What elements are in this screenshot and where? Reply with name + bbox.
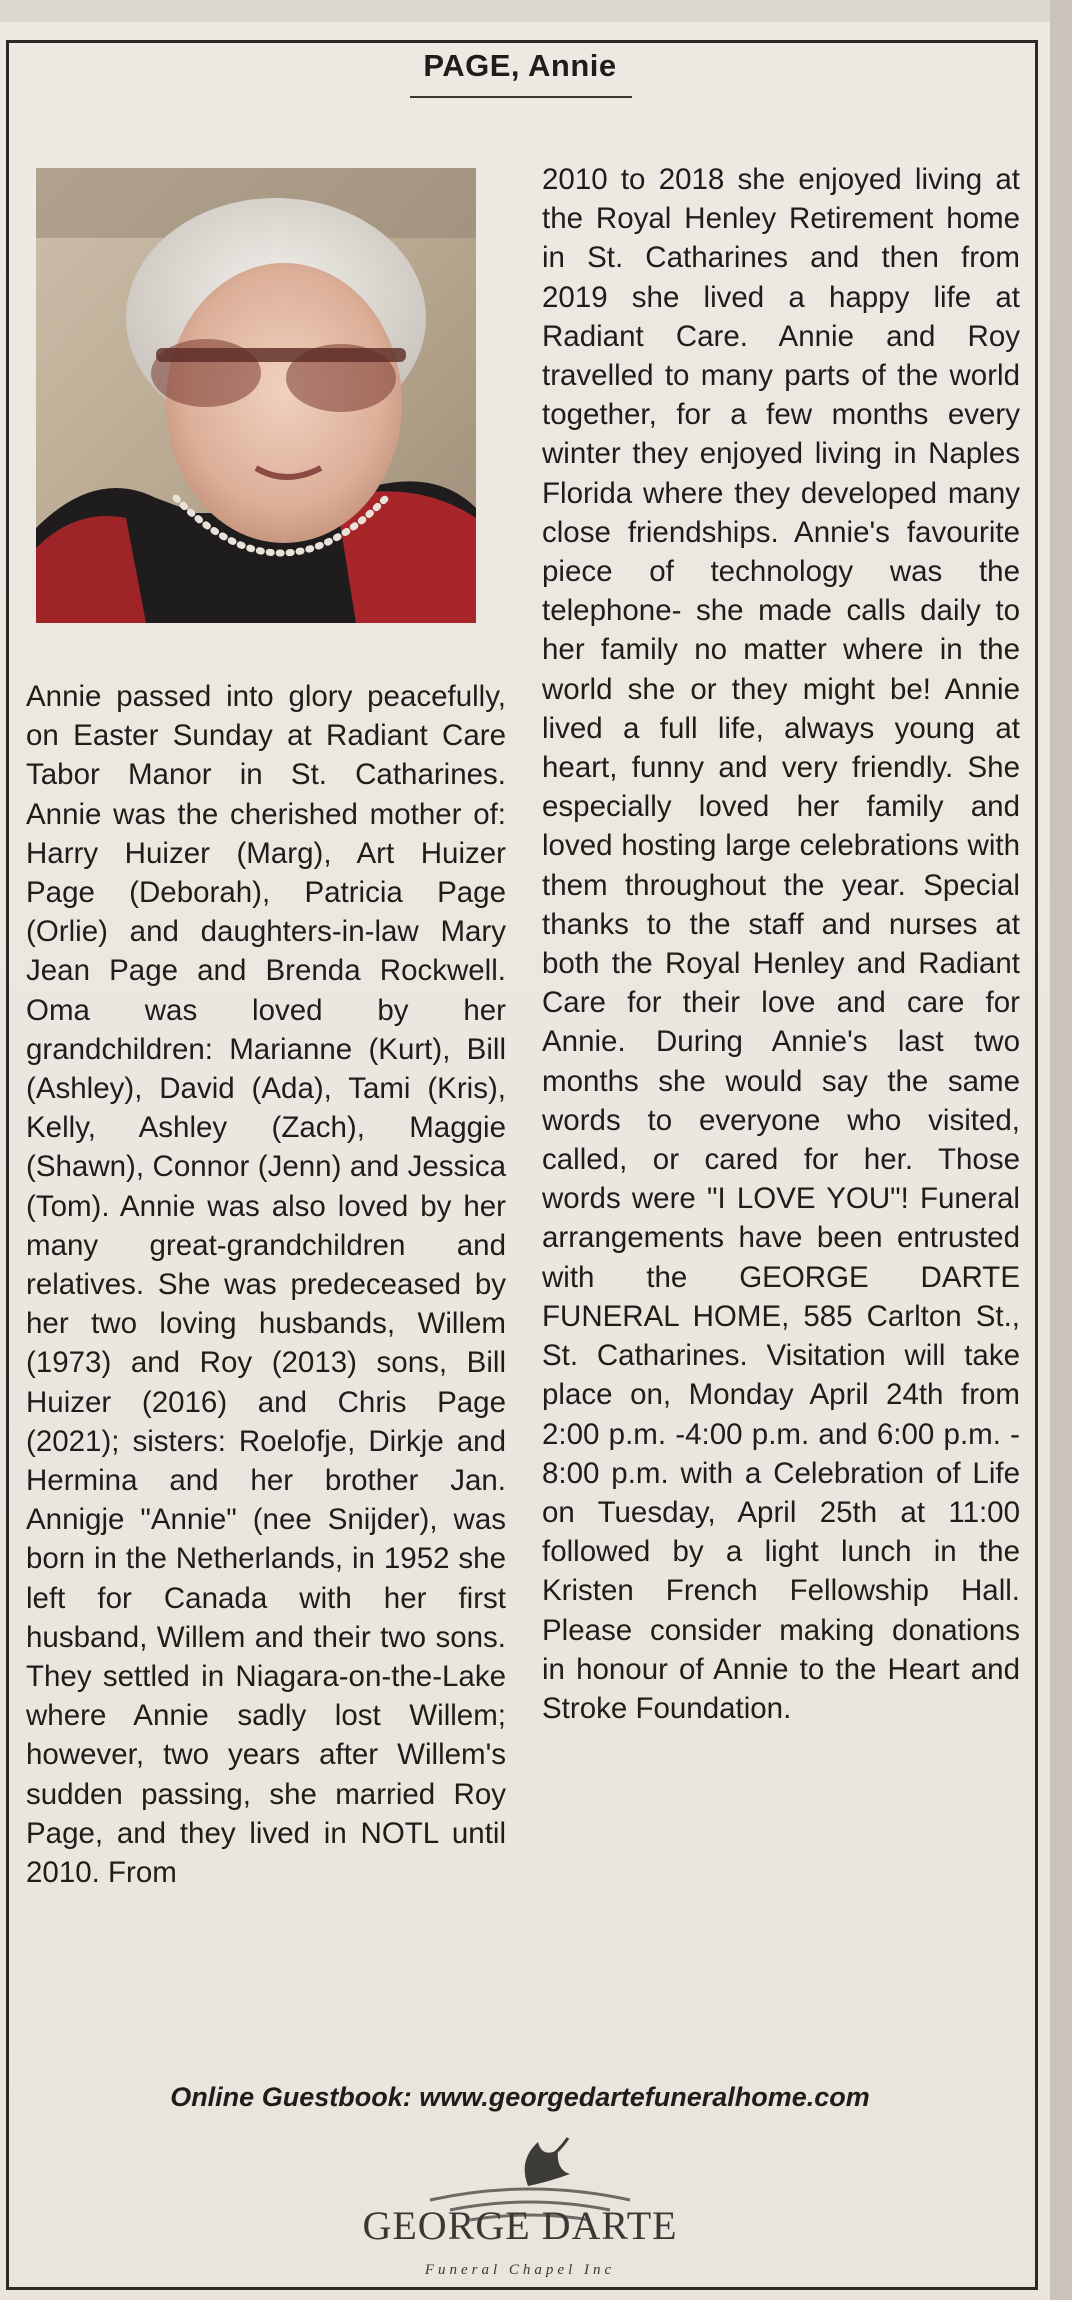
- title-underline: [410, 96, 632, 98]
- obituary-column-left: Annie passed into glory peacefully, on Easter Sunday at Radiant Care Tabor Manor in St. Catharines. Annie was the cherished mother of: Harry Huizer (Marg), Art Huizer Page (Deborah), Patricia Page (Orlie) and daughters-in-law Mary Jean Page and Brenda Rockwell. Oma was loved by her grandchildren: Marianne (Kurt), Bill (Ashley), David (Ada), Tami (Kris), Kelly, Ashley (Zach), Maggie (Shawn), Connor (Jenn) and Jessica (Tom). Annie was also loved by her many great-grandchildren and relatives. She was predeceased by her two loving husbands, Willem (1973) and Roy (2013) sons, Bill Huizer (2016) and Chris Page (2021); sisters: Roelofje, Dirkje and Hermina and her brother Jan. Annigje "Annie" (nee Snijder), was born in the Netherlands, in 1952 she left for Canada with her first husband, Willem and their two sons. They settled in Niagara-on-the-Lake where Annie sadly lost Willem; however, two years after Willem's sudden passing, she married Roy Page, and they lived in NOTL until 2010. From: [26, 680, 506, 1890]
- portrait-illustration: [36, 168, 476, 623]
- obituary-title: PAGE, Annie: [423, 48, 617, 83]
- funeral-home-logo-subtitle: Funeral Chapel Inc: [424, 2262, 616, 2278]
- online-guestbook-link[interactable]: Online Guestbook: www.georgedartefuneralhome.com: [170, 2082, 870, 2112]
- obituary-column-right: 2010 to 2018 she enjoyed living at the Royal Henley Retirement home in St. Catharines and then from 2019 she lived a happy life at Radiant Care. Annie and Roy travelled to many parts of the world together, for a few months every winter they enjoyed living in Naples Florida where they developed many close friendships. Annie's favourite piece of technology was the telephone- she made calls daily to her family no matter where in the world she or they might be! Annie lived a full life, always young at heart, funny and very friendly. She especially loved her family and loved hosting large celebrations with them throughout the year. Special thanks to the staff and nurses at both the Royal Henley and Radiant Care for their love and care for Annie. During Annie's last two months she would say the same words to everyone who visited, called, or cared for her. Those words were "I LOVE YOU"! Funeral arrangements have been entrusted with the GEORGE DARTE FUNERAL HOME, 585 Carlton St., St. Catharines. Visitation will take place on, Monday April 24th from 2:00 p.m. -4:00 p.m. and 6:00 p.m. - 8:00 p.m. with a Celebration of Life on Tuesday, April 25th at 11:00 followed by a light lunch in the Kristen French Fellowship Hall. Please consider making donations in honour of Annie to the Heart and Stroke Foundation.: [542, 163, 1020, 1725]
- page-top-edge: [0, 0, 1072, 22]
- portrait-photo: [36, 168, 476, 623]
- page-side-strip: [1050, 0, 1072, 2300]
- funeral-home-logo-name: GEORGE DARTE: [362, 2203, 678, 2248]
